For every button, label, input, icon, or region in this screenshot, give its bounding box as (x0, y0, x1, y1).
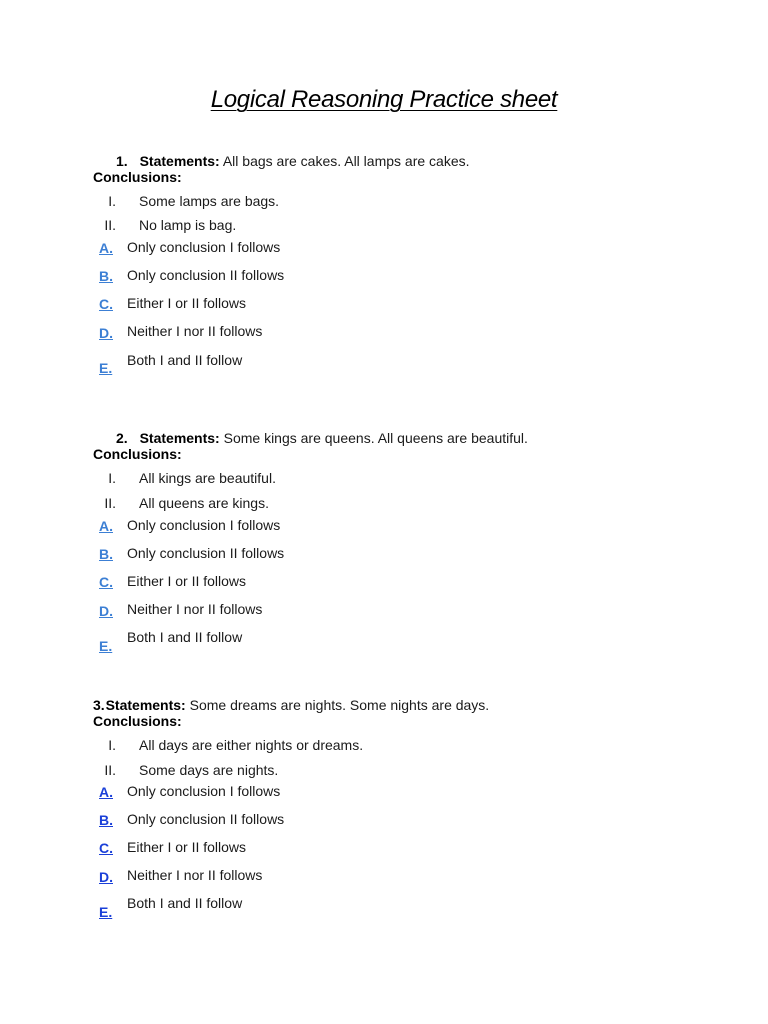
conclusion-numeral: I. (108, 193, 116, 209)
statements-text: All bags are cakes. All lamps are cakes. (219, 153, 470, 169)
conclusions-label: Conclusions: (93, 169, 182, 185)
question-number: 2. (116, 430, 128, 446)
option-text: Either I or II follows (127, 573, 247, 589)
option-text: Only conclusion I follows (127, 517, 281, 533)
option-e-link[interactable]: E. (99, 360, 113, 376)
option-c-link[interactable]: C. (99, 840, 113, 856)
conclusion-text: All kings are beautiful. (139, 470, 276, 486)
option-text: Only conclusion II follows (127, 811, 285, 827)
option-text: Only conclusion I follows (127, 783, 281, 799)
statements-label: Statements: (139, 153, 220, 169)
option-text: Only conclusion I follows (127, 239, 281, 255)
option-e-link[interactable]: E. (99, 904, 113, 920)
option-text: Neither I nor II follows (127, 601, 263, 617)
statements-text: Some kings are queens. All queens are beautiful. (219, 430, 528, 446)
option-c-link[interactable]: C. (99, 296, 113, 312)
conclusion-numeral: I. (108, 737, 116, 753)
page-title: Logical Reasoning Practice sheet (210, 86, 558, 113)
conclusions-label: Conclusions: (93, 713, 182, 729)
question-statement (116, 153, 470, 169)
conclusion-text: No lamp is bag. (139, 217, 237, 233)
option-c-link[interactable]: C. (99, 574, 113, 590)
option-b-link[interactable]: B. (99, 812, 113, 828)
conclusion-text: All days are either nights or dreams. (139, 737, 364, 753)
option-d-link[interactable]: D. (99, 325, 113, 341)
conclusion-text: Some days are nights. (139, 762, 279, 778)
conclusion-text: Some lamps are bags. (139, 193, 280, 209)
option-text: Neither I nor II follows (127, 323, 263, 339)
conclusion-numeral: II. (104, 217, 116, 233)
option-d-link[interactable]: D. (99, 603, 113, 619)
option-text: Either I or II follows (127, 839, 247, 855)
option-b-link[interactable]: B. (99, 546, 113, 562)
option-b-link[interactable]: B. (99, 268, 113, 284)
option-text: Neither I nor II follows (127, 867, 263, 883)
option-e-link[interactable]: E. (99, 638, 113, 654)
conclusion-numeral: II. (104, 762, 116, 778)
option-text: Both I and II follow (127, 352, 243, 368)
conclusion-text: All queens are kings. (139, 495, 269, 511)
conclusion-numeral: II. (104, 495, 116, 511)
option-a-link[interactable]: A. (99, 240, 113, 256)
option-text: Either I or II follows (127, 295, 247, 311)
statements-label: Statements: (139, 430, 220, 446)
option-a-link[interactable]: A. (99, 518, 113, 534)
conclusion-numeral: I. (108, 470, 116, 486)
question-number: 3. (93, 697, 105, 713)
conclusions-label: Conclusions: (93, 446, 182, 462)
statements-label: Statements: (105, 697, 186, 713)
option-text: Only conclusion II follows (127, 545, 285, 561)
option-text: Both I and II follow (127, 629, 243, 645)
question-statement (116, 430, 528, 446)
option-text: Both I and II follow (127, 895, 243, 911)
question-statement (93, 697, 489, 713)
option-text: Only conclusion II follows (127, 267, 285, 283)
statements-text: Some dreams are nights. Some nights are days. (185, 697, 490, 713)
question-number: 1. (116, 153, 128, 169)
option-a-link[interactable]: A. (99, 784, 113, 800)
option-d-link[interactable]: D. (99, 869, 113, 885)
